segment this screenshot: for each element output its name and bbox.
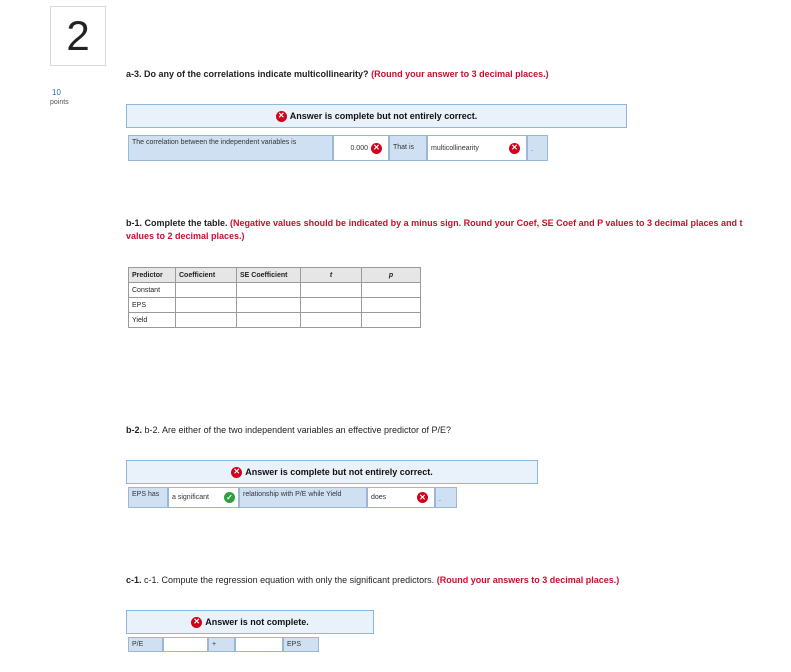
b2-prompt [126, 424, 451, 437]
a3-label-cell [128, 135, 333, 161]
a3-prompt [126, 68, 549, 81]
constant-coef-input[interactable] [176, 283, 237, 298]
b2-prompt-label: b-2. [126, 425, 143, 435]
yield-p-input[interactable] [362, 313, 421, 328]
b2-end: . [439, 496, 441, 503]
a3-prompt-text: a-3. Do any of the correlations indicate multicollinearity? [126, 69, 369, 79]
c1-label2: EPS [287, 641, 302, 648]
eps-t-input[interactable] [301, 298, 362, 313]
a3-mid-text: That is [393, 144, 415, 151]
incorrect-icon: ✕ [509, 143, 520, 154]
b2-select2[interactable] [367, 487, 435, 508]
c1-label2-cell [283, 637, 319, 652]
c1-banner-text: Answer is not complete. [205, 617, 309, 627]
header-se-coefficient: SE Coefficient [237, 268, 301, 283]
incorrect-icon: ✕ [371, 143, 382, 154]
constant-t-input[interactable] [301, 283, 362, 298]
incorrect-icon: ✕ [231, 467, 242, 478]
constant-p-input[interactable] [362, 283, 421, 298]
a3-result-banner [126, 104, 627, 128]
question-number: 2 [50, 6, 106, 66]
a3-mid-cell [389, 135, 427, 161]
a3-end-cell [527, 135, 548, 161]
b1-note: (Negative values should be indicated by a minus sign. Round your Coef, SE Coef and P values to 3 decimal places and t values to 2 decimal places.) [126, 218, 743, 241]
row-label-constant: Constant [129, 283, 176, 298]
b2-result-banner [126, 460, 538, 484]
incorrect-icon: ✕ [191, 617, 202, 628]
b2-label1-cell [128, 487, 168, 508]
yield-t-input[interactable] [301, 313, 362, 328]
header-t: t [301, 268, 362, 283]
c1-slope-input[interactable] [235, 637, 283, 652]
c1-prompt-text: c-1. Compute the regression equation with only the significant predictors. [144, 575, 435, 585]
b1-prompt [126, 217, 766, 243]
a3-select-value: multicollinearity [431, 144, 479, 152]
a3-select[interactable] [427, 135, 527, 161]
a3-value: 0.000 [350, 144, 368, 152]
yield-se-input[interactable] [237, 313, 301, 328]
header-p: p [362, 268, 421, 283]
a3-label: The correlation between the independent variables is [132, 139, 297, 146]
table-row [129, 298, 421, 313]
b2-label2-cell [239, 487, 367, 508]
incorrect-icon: ✕ [276, 111, 287, 122]
yield-coef-input[interactable] [176, 313, 237, 328]
c1-label1: P/E [132, 641, 144, 648]
c1-label1-cell [128, 637, 163, 652]
header-predictor: Predictor [129, 268, 176, 283]
header-coefficient: Coefficient [176, 268, 237, 283]
incorrect-icon: ✕ [417, 492, 428, 503]
table-row [129, 283, 421, 298]
c1-prompt-label: c-1. [126, 575, 142, 585]
points-value: 10 [52, 88, 61, 97]
a3-note: (Round your answer to 3 decimal places.) [371, 69, 549, 79]
b2-label1: EPS has [132, 491, 160, 498]
c1-intercept-input[interactable] [163, 637, 208, 652]
b2-end-cell [435, 487, 457, 508]
table-header-row [129, 268, 421, 283]
c1-op: + [212, 641, 217, 648]
b2-label2: relationship with P/E while Yield [243, 491, 342, 498]
a3-end: . [531, 146, 533, 153]
c1-op-cell [208, 637, 235, 652]
correct-icon: ✓ [224, 492, 235, 503]
b2-prompt-text: b-2. Are either of the two independent variables an effective predictor of P/E? [144, 425, 452, 435]
c1-result-banner [126, 610, 374, 634]
constant-se-input[interactable] [237, 283, 301, 298]
b2-select2-value: does [371, 494, 387, 501]
row-label-yield: Yield [129, 313, 176, 328]
b2-select1[interactable] [168, 487, 239, 508]
regression-table [128, 267, 421, 328]
a3-value-input[interactable] [333, 135, 389, 161]
row-label-eps: EPS [129, 298, 176, 313]
a3-banner-text: Answer is complete but not entirely correct. [289, 111, 478, 121]
eps-se-input[interactable] [237, 298, 301, 313]
c1-prompt [126, 574, 619, 587]
table-row [129, 313, 421, 328]
points-label: points [50, 99, 69, 106]
eps-coef-input[interactable] [176, 298, 237, 313]
eps-p-input[interactable] [362, 298, 421, 313]
b2-select1-value: a significant [172, 494, 209, 501]
b2-banner-text: Answer is complete but not entirely correct. [245, 467, 433, 477]
b1-prompt-text: b-1. Complete the table. [126, 218, 228, 228]
c1-note: (Round your answers to 3 decimal places.) [436, 575, 620, 585]
